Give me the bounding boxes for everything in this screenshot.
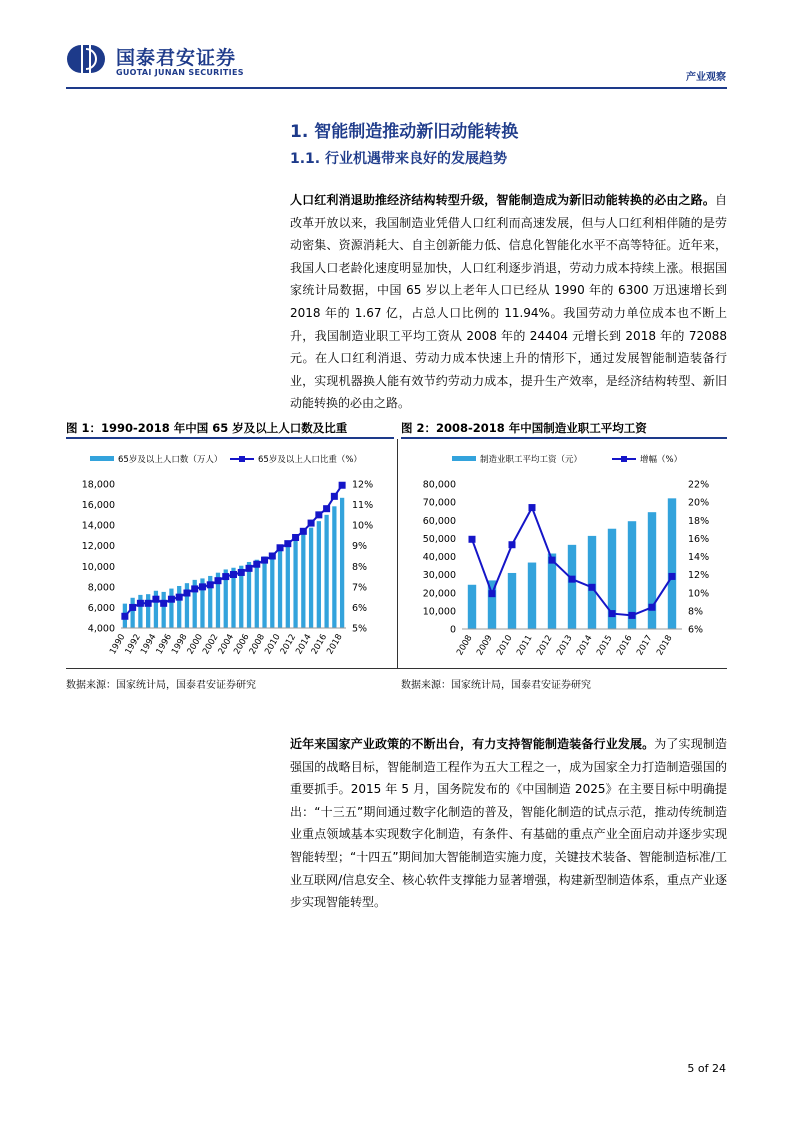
- line-marker-2017: [649, 604, 656, 611]
- bar-2008: [468, 585, 476, 629]
- line-marker-2011: [529, 504, 536, 511]
- right-axis-tick-label: 6%: [352, 602, 368, 614]
- line-marker-2008: [261, 557, 268, 564]
- right-axis-tick-label: 5%: [352, 623, 368, 635]
- line-marker-2017: [331, 493, 338, 500]
- line-marker-2011: [284, 540, 291, 547]
- bar-2007: [255, 560, 259, 628]
- bar-2013: [568, 545, 576, 629]
- x-axis-tick-label: 2000: [185, 632, 206, 657]
- x-axis-tick-label: 2013: [555, 633, 575, 658]
- x-axis-tick-label: 2015: [595, 633, 615, 658]
- right-axis-tick-label: 20%: [688, 497, 710, 509]
- bar-2017: [648, 512, 656, 629]
- x-axis-tick-label: 2016: [309, 632, 330, 657]
- left-axis-tick-label: 40,000: [422, 552, 456, 563]
- bar-1996: [169, 589, 173, 628]
- right-axis-tick-label: 6%: [688, 624, 704, 636]
- bar-2018: [340, 498, 344, 628]
- line-marker-2014: [308, 520, 315, 527]
- bar-2018: [668, 498, 676, 629]
- right-axis-tick-label: 12%: [352, 479, 374, 491]
- company-name-cn: 国泰君安证券: [116, 47, 237, 69]
- x-axis-tick-label: 2004: [216, 632, 237, 657]
- company-name-en: GUOTAI JUNAN SECURITIES: [116, 68, 244, 77]
- left-axis-tick-label: 14,000: [81, 520, 115, 532]
- bar-2014: [309, 528, 313, 628]
- line-marker-2002: [214, 577, 221, 584]
- x-axis-tick-label: 2002: [201, 632, 221, 657]
- paragraph-policy: [290, 733, 727, 914]
- bar-2011: [286, 543, 290, 628]
- line-marker-2010: [277, 544, 284, 551]
- bar-2011: [528, 563, 536, 629]
- left-axis-tick-label: 4,000: [87, 623, 115, 635]
- page-number: 5 of 24: [687, 1062, 726, 1075]
- x-axis-tick-label: 2018: [325, 632, 345, 657]
- left-axis-tick-label: 10,000: [81, 561, 115, 573]
- x-axis-tick-label: 2014: [575, 633, 595, 658]
- line-marker-1995: [160, 600, 167, 607]
- legend-bar-swatch: [90, 456, 114, 461]
- bar-2017: [332, 506, 336, 628]
- header-divider: [66, 87, 727, 89]
- x-axis-tick-label: 1992: [123, 632, 143, 657]
- line-marker-1993: [145, 600, 152, 607]
- line-marker-2013: [569, 576, 576, 583]
- bar-1995: [162, 592, 166, 628]
- paragraph-lead: 人口红利消退助推经济结构转型升级，智能制造成为新旧动能转换的必由之路。: [290, 193, 715, 207]
- line-marker-1990: [121, 613, 128, 620]
- figure-bottom-rule: [66, 668, 727, 669]
- legend-bar-label: 65岁及以上人口数（万人）: [118, 455, 223, 465]
- right-axis-tick-label: 8%: [688, 606, 704, 618]
- left-axis-tick-label: 60,000: [422, 515, 456, 527]
- bar-2006: [247, 562, 251, 628]
- left-axis-tick-label: 30,000: [422, 570, 456, 582]
- line-marker-2001: [207, 581, 214, 588]
- left-axis-tick-label: 20,000: [422, 588, 456, 600]
- bar-2010: [508, 573, 516, 629]
- x-axis-tick-label: 1998: [170, 632, 190, 657]
- right-axis-tick-label: 8%: [352, 561, 368, 573]
- line-marker-1999: [191, 585, 198, 592]
- bar-2013: [301, 534, 305, 628]
- line-marker-1998: [183, 590, 190, 597]
- line-marker-2012: [549, 557, 556, 564]
- x-axis-tick-label: 2009: [475, 633, 495, 658]
- x-axis-tick-label: 2016: [615, 633, 635, 658]
- line-marker-1992: [137, 600, 144, 607]
- report-type-label: 产业观察: [686, 72, 726, 83]
- figure-1-title: 图 1：1990-2018 年中国 65 岁及以上人口数及比重: [66, 421, 348, 435]
- x-axis-tick-label: 2008: [247, 632, 268, 657]
- x-axis-tick-label: 1990: [108, 632, 128, 657]
- bar-2009: [270, 553, 274, 628]
- right-axis-tick-label: 22%: [688, 479, 710, 491]
- line-marker-2012: [292, 534, 299, 541]
- section-heading: 1. 智能制造推动新旧动能转换: [290, 122, 519, 142]
- line-marker-1996: [168, 596, 175, 603]
- bar-1991: [131, 598, 135, 628]
- x-axis-tick-label: 2017: [635, 633, 655, 658]
- line-marker-2015: [609, 610, 616, 617]
- x-axis-tick-label: 2010: [263, 632, 283, 657]
- right-axis-tick-label: 18%: [688, 515, 710, 527]
- company-logo-icon: [66, 44, 106, 74]
- paragraph-lead: 近年来国家产业政策的不断出台，有力支持智能制造装备行业发展。: [290, 737, 655, 751]
- line-marker-2009: [489, 590, 496, 597]
- line-marker-2016: [323, 505, 330, 512]
- left-axis-tick-label: 18,000: [81, 479, 115, 491]
- left-axis-tick-label: 8,000: [87, 582, 115, 594]
- chart-manufacturing-wage: [400, 440, 727, 666]
- right-axis-tick-label: 16%: [688, 533, 710, 545]
- right-axis-tick-label: 10%: [688, 588, 710, 600]
- bar-1993: [146, 594, 150, 628]
- x-axis-tick-label: 2018: [655, 633, 675, 658]
- left-axis-tick-label: 50,000: [422, 533, 456, 545]
- bar-2012: [548, 554, 556, 629]
- figure-2-title: 图 2：2008-2018 年中国制造业职工平均工资: [401, 421, 647, 435]
- line-marker-2016: [629, 612, 636, 619]
- line-marker-2005: [238, 569, 245, 576]
- line-marker-1997: [176, 594, 183, 601]
- figure-1-source: 数据来源：国家统计局，国泰君安证券研究: [66, 680, 256, 691]
- line-marker-2015: [315, 511, 322, 518]
- bar-2012: [293, 538, 297, 628]
- x-axis-tick-label: 2014: [294, 632, 314, 657]
- subsection-heading: 1.1. 行业机遇带来良好的发展趋势: [290, 151, 507, 167]
- line-marker-2007: [253, 561, 260, 568]
- figure-2-source: 数据来源：国家统计局，国泰君安证券研究: [401, 680, 591, 691]
- legend-line-label: 增幅（%）: [640, 455, 683, 465]
- x-axis-tick-label: 2006: [232, 632, 252, 657]
- line-marker-2014: [589, 584, 596, 591]
- line-marker-2018: [669, 573, 676, 580]
- left-axis-tick-label: 10,000: [422, 606, 456, 618]
- line-marker-2008: [469, 536, 476, 543]
- line-marker-1991: [129, 604, 136, 611]
- legend-bar-swatch: [452, 456, 476, 461]
- line-marker-2006: [246, 565, 253, 572]
- line-marker-1994: [152, 596, 159, 603]
- paragraph-body: 为了实现制造强国的战略目标，智能制造工程作为五大工程之一，成为国家全力打造制造强国的重要抓手。2015 年 5 月，国务院发布的《中国制造 2025》在主要目标中明确提出：“十三五”期间通过数字化制造的普及，智能化制造的试点示范，推动传统制造业重点领域基本实现数字化制造，有条件、有基础的重点产业全面启动并逐步实现智能转型；“十四五”期间加大智能制造实施力度，关键技术装备、智能制造标准/工业互联网/信息安全、核心软件支撑能力显著增强，构建新型制造体系，重点产业逐步实现智能转型。: [290, 737, 727, 910]
- left-axis-tick-label: 6,000: [87, 602, 115, 614]
- left-axis-tick-label: 80,000: [422, 479, 456, 491]
- paragraph-body: 自改革开放以来，我国制造业凭借人口红利而高速发展，但与人口红利相伴随的是劳动密集、资源消耗大、自主创新能力低、信息化智能化水平不高等特征。近年来，我国人口老龄化速度明显加快，人口红利逐步消退，劳动力成本持续上涨。根据国家统计局数据，中国 65 岁以上老年人口已经从 1990 年的 6300 万迅速增长到 2018 年的 1.67 亿，占总人口比例的 11.94%。我国劳动力单位成本也不断上升，我国制造业职工平均工资从 2008 年的 24404 元增长到 2018 年的 72088 元。在人口红利消退、劳动力成本快速上升的情形下，通过发展智能制造装备行业，实现机器换人能有效节约劳动力成本，提升生产效率，是经济结构转型、新旧动能转换的必由之路。: [290, 193, 727, 411]
- left-axis-tick-label: 12,000: [81, 541, 115, 553]
- right-axis-tick-label: 9%: [352, 541, 368, 553]
- legend-line-marker: [621, 456, 627, 462]
- paragraph-demographics: [290, 189, 727, 415]
- bar-2014: [588, 536, 596, 629]
- bar-2008: [262, 556, 266, 628]
- bar-2015: [317, 521, 321, 628]
- bar-1997: [177, 586, 181, 628]
- right-axis-tick-label: 12%: [688, 570, 710, 582]
- line-marker-2018: [339, 482, 346, 489]
- bar-2010: [278, 547, 282, 628]
- line-marker-2009: [269, 553, 276, 560]
- figure-2-rule: [401, 437, 727, 439]
- bar-2016: [324, 515, 328, 628]
- x-axis-tick-label: 2010: [495, 633, 515, 658]
- x-axis-tick-label: 1994: [139, 632, 159, 657]
- x-axis-tick-label: 2011: [515, 633, 535, 658]
- line-marker-2004: [230, 571, 237, 578]
- line-marker-2003: [222, 573, 229, 580]
- legend-bar-label: 制造业职工平均工资（元）: [480, 455, 583, 465]
- x-axis-tick-label: 2012: [278, 632, 299, 657]
- legend-line-label: 65岁及以上人口比重（%）: [258, 455, 362, 465]
- right-axis-tick-label: 11%: [352, 500, 374, 512]
- figure-divider: [397, 439, 398, 668]
- chart-elderly-population: [66, 440, 396, 666]
- x-axis-tick-label: 2012: [535, 633, 555, 658]
- line-marker-2000: [199, 583, 206, 590]
- figure-1-rule: [66, 437, 394, 439]
- left-axis-tick-label: 70,000: [422, 497, 456, 509]
- line-marker-2010: [509, 541, 516, 548]
- left-axis-tick-label: 0: [449, 624, 456, 636]
- legend-line-marker: [239, 456, 245, 462]
- right-axis-tick-label: 10%: [352, 520, 374, 532]
- right-axis-tick-label: 7%: [352, 582, 368, 594]
- left-axis-tick-label: 16,000: [81, 500, 115, 512]
- x-axis-tick-label: 2008: [455, 633, 475, 658]
- x-axis-tick-label: 1996: [154, 632, 175, 657]
- right-axis-tick-label: 14%: [688, 552, 710, 563]
- line-marker-2013: [300, 528, 307, 535]
